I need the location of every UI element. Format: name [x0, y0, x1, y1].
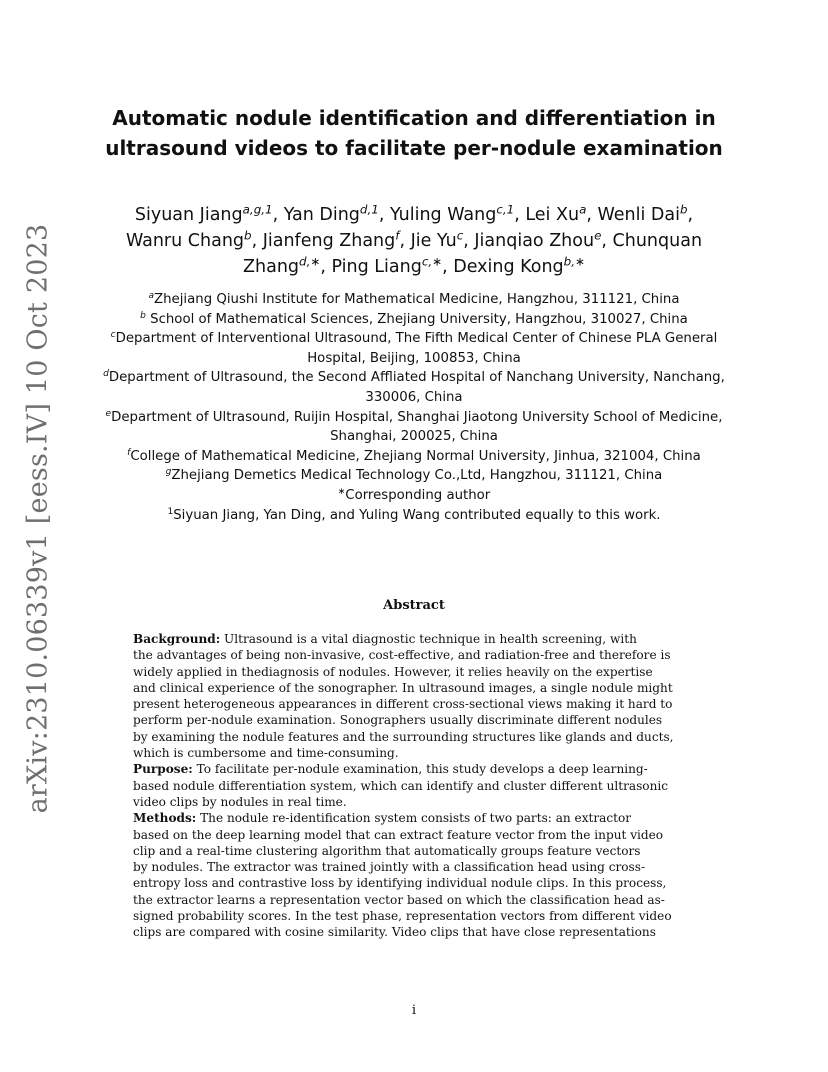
abstract-line [133, 924, 691, 940]
author-name: Siyuan Jiang [134, 205, 243, 225]
affiliation-mark: ∗ [337, 486, 346, 497]
abstract-section-label: Methods: [133, 811, 197, 826]
author-affiliation-mark: a,g,1 [242, 202, 273, 217]
abstract-text: by examining the nodule features and the surrounding structures like glands and ducts, [133, 729, 674, 744]
author-affiliation-mark: d,∗ [299, 254, 321, 269]
abstract-line [133, 761, 691, 777]
abstract-line [133, 778, 691, 794]
author-name: , Yuling Wang [378, 205, 497, 225]
affiliation-mark: b [140, 310, 146, 321]
affiliation-text: Department of Interventional Ultrasound, The Fifth Medical Center of Chinese PLA General [115, 331, 718, 347]
author-affiliation-mark: f [395, 228, 400, 243]
author-list [86, 202, 742, 280]
affiliation-mark: e [105, 408, 112, 419]
abstract-line [133, 745, 691, 761]
abstract-line [133, 647, 691, 663]
affiliation-text: School of Mathematical Sciences, Zhejiang University, Hangzhou, 310027, China [145, 311, 688, 327]
abstract-line [133, 810, 691, 826]
affiliation-line [80, 388, 748, 408]
abstract-text: the extractor learns a representation vector based on which the classification head as- [133, 892, 665, 907]
affiliation-text: Shanghai, 200025, China [330, 429, 498, 445]
abstract-line [133, 908, 691, 924]
affiliation-mark: 1 [167, 506, 174, 517]
paper-title [90, 103, 738, 163]
abstract-line [133, 892, 691, 908]
author-name: , Lei Xu [514, 205, 580, 225]
affiliation-text: Zhejiang Demetics Medical Technology Co.,Ltd, Hangzhou, 311121, China [171, 468, 663, 484]
abstract-text: the advantages of being non-invasive, cost-effective, and radiation-free and therefore is [133, 648, 671, 663]
affiliation-line [80, 486, 748, 506]
author-name: , Jianfeng Zhang [251, 231, 396, 251]
affiliation-text: College of Mathematical Medicine, Zhejiang Normal University, Jinhua, 321004, China [130, 448, 701, 464]
abstract-line [133, 664, 691, 680]
author-affiliation-mark: e [594, 228, 602, 243]
abstract-text: signed probability scores. In the test phase, representation vectors from different video [133, 909, 672, 924]
author-name: Zhang [243, 257, 300, 277]
author-name: , Chunquan [601, 231, 703, 251]
abstract-text: entropy loss and contrastive loss by identifying individual nodule clips. In this process, [133, 876, 667, 891]
affiliation-list [80, 290, 748, 525]
author-affiliation-mark: c,∗ [421, 254, 443, 269]
affiliation-line [80, 506, 748, 526]
arxiv-identifier-text: arXiv:2310.06339v1 [eess.IV] 10 Oct 2023 [22, 223, 54, 813]
affiliation-line [80, 408, 748, 428]
arxiv-identifier [14, 223, 62, 813]
affiliation-mark: d [103, 369, 109, 380]
abstract-text: based on the deep learning model that can extract feature vector from the input video [133, 827, 664, 842]
author-affiliation-mark: c,1 [496, 202, 515, 217]
abstract-text: present heterogeneous appearances in different cross-sectional views making it hard to [133, 697, 673, 712]
abstract-text: perform per-nodule examination. Sonographers usually discriminate different nodules [133, 713, 663, 728]
title-line: Automatic nodule identification and differentiation in [112, 106, 716, 130]
author-line [86, 254, 742, 280]
author-name: , Wenli Dai [586, 205, 680, 225]
affiliation-mark: f [127, 447, 131, 458]
author-name: , Yan Ding [272, 205, 360, 225]
affiliation-line [80, 290, 748, 310]
author-name: , Dexing Kong [442, 257, 564, 277]
abstract-text: by nodules. The extractor was trained jointly with a classification head using cross- [133, 860, 646, 875]
affiliation-text: Department of Ultrasound, the Second Affliated Hospital of Nanchang University, Nanchang, [108, 370, 725, 386]
abstract-text: The nodule re-identification system consists of two parts: an extractor [196, 811, 632, 826]
abstract-line [133, 827, 691, 843]
abstract-text: To facilitate per-nodule examination, this study develops a deep learning- [192, 762, 648, 777]
author-affiliation-mark: b [244, 228, 252, 243]
abstract-text: and clinical experience of the sonographer. In ultrasound images, a single nodule might [133, 680, 673, 695]
abstract-text: clip and a real-time clustering algorithm that automatically groups feature vectors [133, 843, 641, 858]
author-name: , Ping Liang [320, 257, 422, 277]
affiliation-line [80, 427, 748, 447]
affiliation-line [80, 349, 748, 369]
abstract-line [133, 859, 691, 875]
affiliation-mark: a [148, 291, 155, 302]
author-affiliation-mark: c [456, 228, 464, 243]
abstract-text: Ultrasound is a vital diagnostic technique in health screening, with [220, 632, 637, 646]
affiliation-text: Hospital, Beijing, 100853, China [307, 350, 521, 366]
author-name: , Jie Yu [399, 231, 457, 251]
affiliation-line [80, 466, 748, 486]
author-affiliation-mark: d,1 [359, 202, 379, 217]
affiliation-line [80, 329, 748, 349]
abstract-line [133, 843, 691, 859]
abstract-line [133, 875, 691, 891]
abstract-line [133, 712, 691, 728]
affiliation-text: Zhejiang Qiushi Institute for Mathematical Medicine, Hangzhou, 311121, China [154, 292, 680, 307]
abstract-section-label: Background: [133, 632, 221, 646]
author-affiliation-mark: b [679, 202, 688, 217]
abstract-line [133, 631, 691, 647]
abstract-line [133, 794, 691, 810]
abstract-text: widely applied in thediagnosis of nodules. However, it relies heavily on the expertise [133, 664, 653, 679]
author-affiliation-mark: b,∗ [563, 254, 585, 269]
abstract-text: clips are compared with cosine similarity. Video clips that have close representations [133, 925, 656, 940]
affiliation-text: Siyuan Jiang, Yan Ding, and Yuling Wang contributed equally to this work. [173, 507, 661, 523]
page-number: i [411, 1003, 417, 1018]
author-affiliation-mark: a [579, 202, 587, 217]
abstract-section-label: Purpose: [133, 762, 193, 777]
abstract-text: which is cumbersome and time-consuming. [133, 746, 399, 761]
author-name: Wanru Chang [125, 231, 245, 251]
affiliation-line [80, 368, 748, 388]
abstract-line [133, 729, 691, 745]
affiliation-line [80, 447, 748, 467]
author-line [86, 228, 742, 254]
abstract-line [133, 680, 691, 696]
affiliation-line [80, 310, 748, 330]
author-name: , Jianqiao Zhou [463, 231, 595, 251]
abstract-body [133, 631, 691, 941]
affiliation-mark: c [110, 330, 116, 341]
abstract-line [133, 696, 691, 712]
abstract-text: video clips by nodules in real time. [133, 794, 347, 809]
affiliation-text: Corresponding author [345, 487, 491, 503]
abstract-heading: Abstract [383, 598, 445, 613]
abstract-text: based nodule differentiation system, which can identify and cluster different ultrasonic [133, 778, 669, 793]
author-separator: , [687, 205, 694, 225]
affiliation-text: 330006, China [365, 389, 463, 405]
affiliation-text: Department of Ultrasound, Ruijin Hospital, Shanghai Jiaotong University School of Medicine, [111, 409, 723, 425]
title-line: ultrasound videos to facilitate per-nodule examination [105, 136, 723, 160]
affiliation-mark: g [165, 467, 172, 478]
author-line [86, 202, 742, 228]
